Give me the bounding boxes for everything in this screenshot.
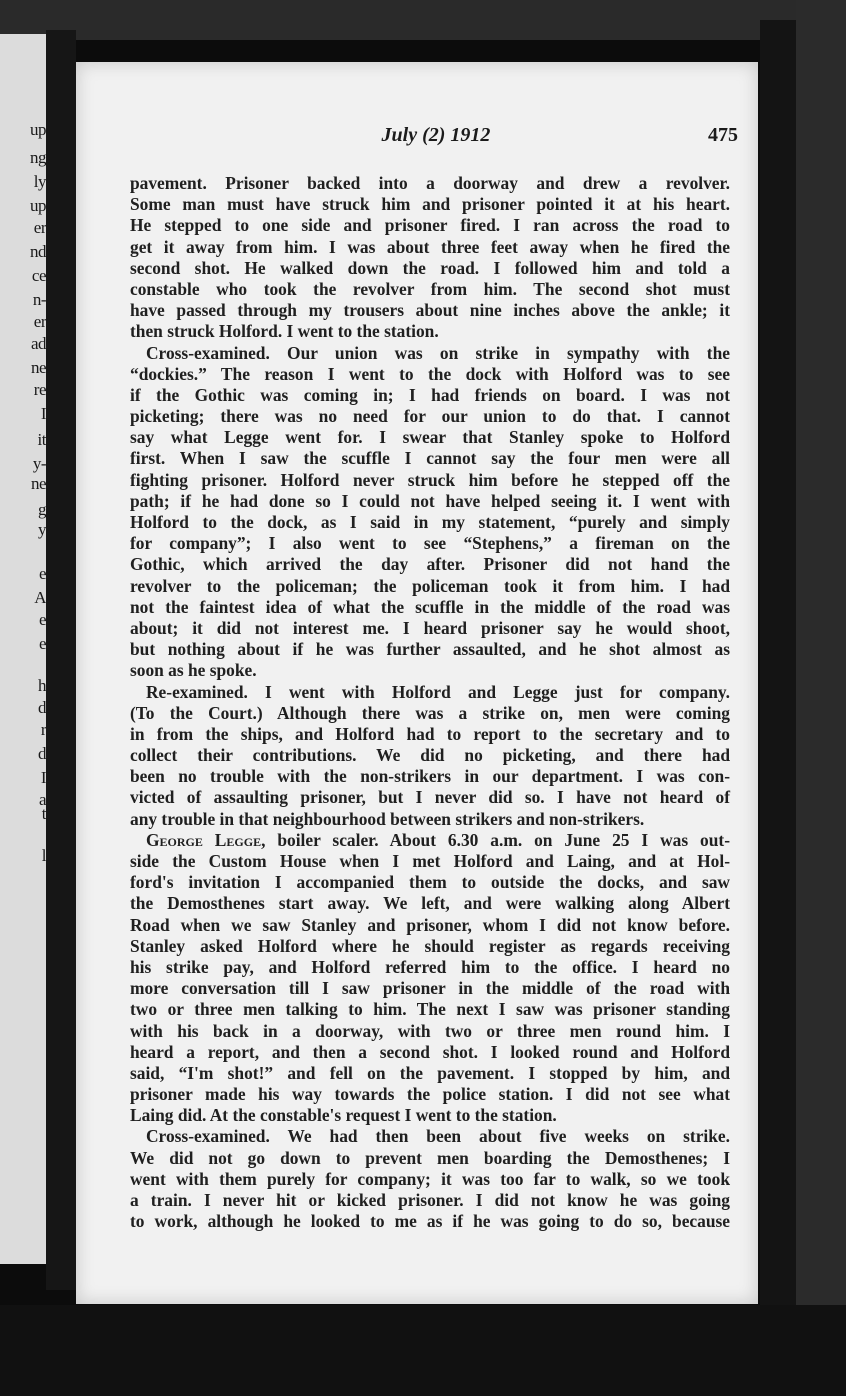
text-line-content: prisoner made his way towards the police station. I did not see what — [130, 1084, 730, 1105]
facing-page-text-fragment: ng — [30, 148, 46, 167]
text-line-content: said, “I'm shot!” and fell on the pavement. I stopped by him, and — [130, 1062, 730, 1083]
text-line — [130, 597, 730, 618]
text-line — [130, 957, 730, 978]
book-cover-edge — [796, 0, 846, 1396]
text-line-content: Laing did. At the constable's request I went to the station. — [130, 1105, 557, 1126]
text-line — [130, 1148, 730, 1169]
facing-page-text-fragment: er — [33, 218, 46, 237]
facing-page-text-fragment: t — [41, 804, 46, 823]
text-line-content: We did not go down to prevent men boarding the Demosthenes; I — [130, 1147, 730, 1168]
text-line — [130, 936, 730, 957]
text-line-content: Cross-examined. Our union was on strike in sympathy with the — [146, 342, 730, 363]
text-line-content: for company”; I also went to see “Stephens,” a fireman on the — [130, 533, 730, 554]
text-line — [130, 512, 730, 533]
text-line-content: but nothing about if he was further assaulted, and he shot almost as — [130, 639, 730, 660]
text-line — [130, 660, 730, 681]
running-head-title: July (2) 1912 — [381, 124, 491, 146]
text-line — [130, 872, 730, 893]
text-line-content: first. When I saw the scuffle I cannot say the four men were all — [130, 448, 730, 469]
book-gutter — [46, 30, 76, 1290]
text-line — [130, 470, 730, 491]
text-line — [130, 893, 730, 914]
facing-page-text-fragment: y — [38, 520, 46, 539]
text-line — [130, 1190, 730, 1211]
facing-page-text-fragment: ne — [30, 474, 46, 493]
facing-page-text-fragment: g — [38, 500, 46, 519]
text-line — [130, 300, 730, 321]
text-line-content: Holford to the dock, as I said in my statement, “purely and simply — [130, 512, 730, 532]
text-line-content: constable who took the revolver from him. The second shot must — [130, 278, 730, 299]
text-line-content: say what Legge went for. I swear that Stanley spoke to Holford — [130, 427, 730, 448]
text-line — [130, 787, 730, 808]
text-line — [130, 576, 730, 597]
text-line — [130, 999, 730, 1020]
text-line-content: his strike pay, and Holford referred him to the office. I heard no — [130, 956, 730, 977]
text-line — [130, 343, 730, 364]
facing-page-text-fragment: d — [38, 744, 46, 763]
text-line — [130, 1169, 730, 1190]
text-line — [130, 173, 730, 194]
text-line — [130, 1084, 730, 1105]
text-line-content: collect their contributions. We did no picketing, and there had — [130, 745, 730, 766]
text-line — [130, 258, 730, 279]
text-line-content: path; if he had done so I could not have helped seeing it. I went with — [130, 490, 730, 511]
text-line — [130, 809, 730, 830]
text-line-content: He stepped to one side and prisoner fired. I ran across the road to — [130, 215, 730, 236]
text-line-content: with his back in a doorway, with two or three men round him. I — [130, 1020, 730, 1041]
text-line-content: about; it did not interest me. I heard prisoner say he would shoot, — [130, 617, 730, 638]
facing-page-text-fragment: A — [34, 588, 46, 607]
text-line-content: side the Custom House when I met Holford and Laing, and at Hol- — [130, 851, 730, 871]
text-line — [130, 682, 730, 703]
text-line-content: second shot. He walked down the road. I followed him and told a — [130, 257, 730, 278]
facing-page-text-fragment: d — [38, 698, 46, 717]
facing-page-text-fragment: ad — [30, 334, 46, 353]
text-line-content: to work, although he looked to me as if he was going to do so, because — [130, 1211, 730, 1232]
text-line-content: pavement. Prisoner backed into a doorway and drew a revolver. — [130, 173, 730, 193]
text-line — [130, 1063, 730, 1084]
text-line-content: get it away from him. I was about three feet away when he fired the — [130, 236, 730, 257]
text-line — [130, 1021, 730, 1042]
text-line-content: then struck Holford. I went to the station. — [130, 321, 439, 342]
text-line — [130, 406, 730, 427]
text-line-content: Some man must have struck him and prisoner pointed it at his heart. — [130, 194, 730, 215]
text-line — [130, 427, 730, 448]
text-line-content: (To the Court.) Although there was a strike on, men were coming — [130, 702, 730, 723]
text-line — [130, 385, 730, 406]
text-line — [130, 448, 730, 469]
facing-page-text-fragment: e — [38, 610, 46, 629]
text-line — [130, 237, 730, 258]
facing-page-text-fragment: h — [38, 676, 46, 695]
text-line-content: fighting prisoner. Holford never struck him before he stepped off the — [130, 469, 730, 490]
text-line — [130, 830, 730, 851]
text-line-content: Cross-examined. We had then been about five weeks on strike. — [146, 1126, 730, 1147]
facing-page-text-fragment: ne — [30, 358, 46, 377]
facing-page-text-fragment: r — [40, 720, 46, 739]
text-line — [130, 1211, 730, 1232]
text-line-content: been no trouble with the non-strikers in our department. I was con- — [130, 766, 730, 787]
text-line-content: have passed through my trousers about nine inches above the ankle; it — [130, 300, 730, 321]
text-line-content: a train. I never hit or kicked prisoner. I did not know he was going — [130, 1190, 730, 1210]
text-line-content: Road when we saw Stanley and prisoner, whom I did not know before. — [130, 914, 730, 935]
facing-page-text-fragment: up — [30, 120, 46, 139]
text-line — [130, 745, 730, 766]
facing-page-text-fragment: ly — [33, 172, 46, 191]
text-line-content: soon as he spoke. — [130, 660, 257, 681]
text-line — [130, 364, 730, 385]
text-line-content: if the Gothic was coming in; I had friends on board. I was not — [130, 384, 730, 405]
text-line — [130, 1105, 730, 1126]
text-line — [130, 915, 730, 936]
facing-page-text-fragment: it — [37, 430, 46, 449]
facing-page-text-fragment: e — [38, 564, 46, 583]
facing-page-text-fragment: I — [40, 768, 46, 787]
facing-page-text-fragment: ce — [31, 266, 46, 285]
text-line — [130, 978, 730, 999]
text-line-content: “dockies.” The reason I went to the dock with Holford was to see — [130, 363, 730, 384]
text-line — [130, 194, 730, 215]
text-line — [130, 554, 730, 575]
text-line — [130, 618, 730, 639]
text-line — [130, 639, 730, 660]
text-line — [130, 321, 730, 342]
facing-page-text-fragment: er — [33, 312, 46, 331]
text-line-content: Gothic, which arrived the day after. Prisoner did not hand the — [130, 554, 730, 575]
scan-bottom-border — [0, 1305, 846, 1396]
text-line-content: more conversation till I saw prisoner in the middle of the road with — [130, 978, 730, 999]
facing-page-text-fragment: y- — [32, 454, 46, 473]
text-line — [130, 851, 730, 872]
text-line-content: went with them purely for company; it was too far to walk, so we took — [130, 1168, 730, 1189]
text-line-content: the Demosthenes start away. We left, and were walking along Albert — [130, 893, 730, 914]
text-line — [130, 491, 730, 512]
page-number: 475 — [708, 124, 738, 146]
text-line-content: any trouble in that neighbourhood between strikers and non-strikers. — [130, 808, 645, 829]
text-line-content: heard a report, and then a second shot. I looked round and Holford — [130, 1041, 730, 1062]
witness-name: George Legge — [146, 829, 262, 850]
text-line-content: Stanley asked Holford where he should register as regards receiving — [130, 935, 730, 956]
facing-page-fragment — [0, 34, 46, 1264]
text-line-content: revolver to the policeman; the policeman took it from him. I had — [130, 575, 730, 596]
text-line — [130, 1126, 730, 1147]
text-line-content: , boiler scaler. About 6.30 a.m. on June 25 I was out- — [261, 829, 730, 850]
facing-page-text-fragment: a — [38, 790, 46, 809]
text-line-content: in from the ships, and Holford had to report to the secretary and to — [130, 723, 730, 744]
facing-page-text-fragment: n- — [32, 290, 46, 309]
facing-page-text-fragment: I — [40, 404, 46, 423]
text-line — [130, 1042, 730, 1063]
page — [76, 62, 758, 1304]
text-line — [130, 724, 730, 745]
text-line-content: victed of assaulting prisoner, but I never did so. I have not heard of — [130, 787, 730, 808]
text-line — [130, 533, 730, 554]
running-head — [76, 124, 758, 154]
facing-page-text-fragment: e — [38, 634, 46, 653]
text-line — [130, 703, 730, 724]
text-line-content: ford's invitation I accompanied them to outside the docks, and saw — [130, 872, 730, 893]
text-line — [130, 215, 730, 236]
text-line-content: Re-examined. I went with Holford and Legge just for company. — [146, 681, 730, 702]
text-line — [130, 279, 730, 300]
text-line-content: picketing; there was no need for our union to do that. I cannot — [130, 406, 730, 427]
scan-top-border — [0, 0, 846, 40]
text-line — [130, 766, 730, 787]
text-line-content: two or three men talking to him. The next I saw was prisoner standing — [130, 999, 730, 1020]
facing-page-text-fragment: nd — [30, 242, 46, 261]
text-line-content: not the faintest idea of what the scuffle in the middle of the road was — [130, 596, 730, 617]
facing-page-text-fragment: re — [33, 380, 46, 399]
facing-page-text-fragment: up — [30, 196, 46, 215]
body-text — [130, 173, 730, 1232]
facing-page-text-fragment: l — [41, 846, 46, 865]
